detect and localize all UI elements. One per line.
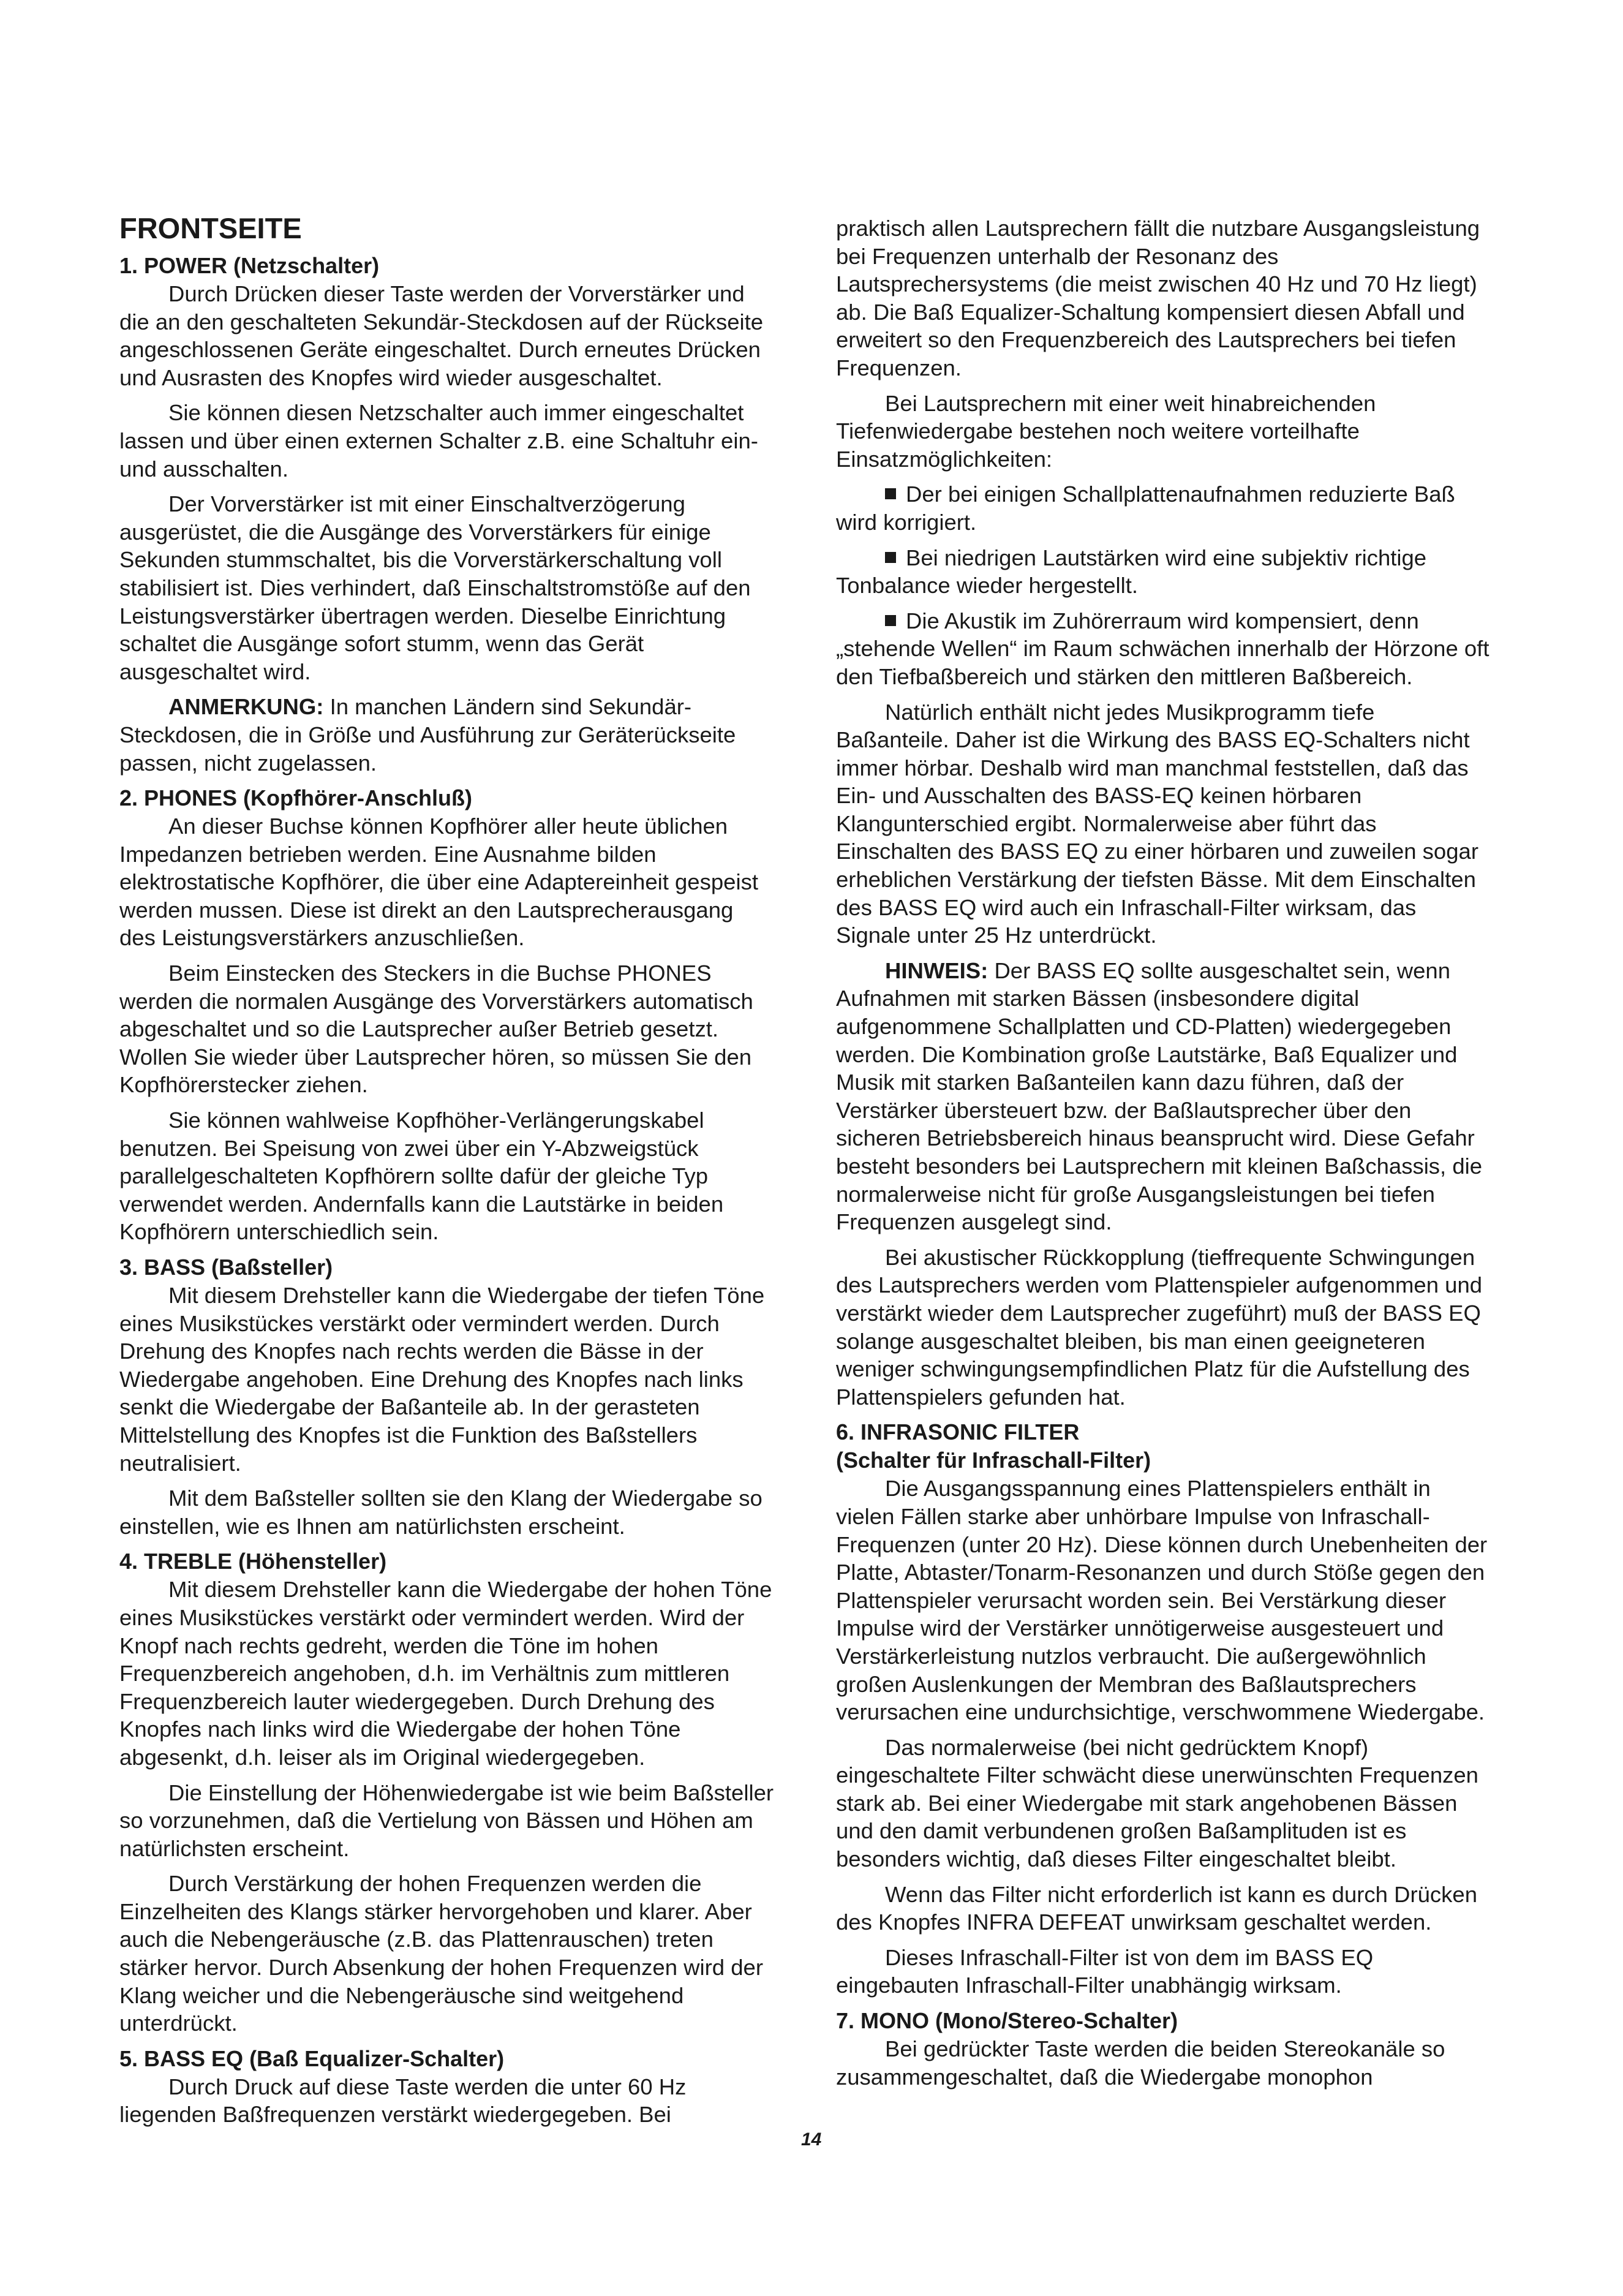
paragraph: praktisch allen Lautsprechern fällt die nutzbare Ausgangsleistung bei Frequenzen unterhalb der Resonanz des Lautsprechersystems (die meist zwischen 40 Hz und 70 Hz liegt) ab. Die Baß Equalizer-Schaltung kompensiert diesen Abfall und erweitert so den Frequenzbereich des Lautsprechers bei tiefen Frequenzen.: [836, 216, 1480, 380]
section-heading-bass-eq: 5. BASS EQ (Baß Equalizer-Schalter): [119, 2045, 505, 2071]
paragraph: Dieses Infraschall-Filter ist von dem im BASS EQ eingebauten Infraschall-Filter unabhängig wirksam.: [836, 1944, 1374, 1998]
paragraph: Das normalerweise (bei nicht gedrücktem Knopf) eingeschaltete Filter schwächt diese unerwünschten Frequenzen stark ab. Bei einer Wiedergabe mit stark angehobenen Bässen und den damit verbundenen großen Baßamplituden ist es besonders wichtig, daß dieses Filter eingeschaltet bleibt.: [836, 1734, 1478, 1872]
paragraph: Bei akustischer Rückkopplung (tieffrequente Schwingungen des Lautsprechers werden vom Plattenspieler aufgenommen und verstärkt wieder dem Lautsprecher zugeführt) muß der BASS EQ solange ausgeschaltet bleiben, bis man einen geeigneteren weniger schwingungsempfindlichen Platz für die Aufstellung des Plattenspielers gefunden hat.: [836, 1244, 1483, 1410]
paragraph: Durch Drücken dieser Taste werden der Vorverstärker und die an den geschalteten Sekundär-Steckdosen auf der Rückseite angeschlossenen Geräte eingeschaltet. Durch erneutes Drücken und Ausrasten des Knopfes wird wieder ausgeschaltet.: [119, 281, 764, 390]
paragraph: Bei Lautsprechern mit einer weit hinabreichenden Tiefenwiedergabe bestehen noch weitere vorteilhafte Einsatzmöglichkeiten:: [836, 390, 1376, 472]
page-title: FRONTSEITE: [119, 212, 302, 244]
section-subheading-infrasonic: (Schalter für Infraschall-Filter): [836, 1448, 1151, 1473]
section-heading-mono: 7. MONO (Mono/Stereo-Schalter): [836, 2008, 1178, 2034]
section-heading-infrasonic: 6. INFRASONIC FILTER: [836, 1419, 1080, 1445]
paragraph: An dieser Buchse können Kopfhörer aller heute üblichen Impedanzen betrieben werden. Eine Ausnahme bilden elektrostatische Kopfhörer, die über eine Adaptereinheit gespeist werden mussen. Diese ist direkt an den Lautsprecherausgang des Leistungsverstärkers anzuschließen.: [119, 814, 758, 951]
paragraph: Sie können diesen Netzschalter auch immer eingeschaltet lassen und über einen externen Schalter z.B. eine Schaltuhr ein- und ausschalten.: [119, 400, 758, 481]
paragraph: Natürlich enthält nicht jedes Musikprogramm tiefe Baßanteile. Daher ist die Wirkung des BASS EQ-Schalters nicht immer hörbar. Deshalb wird man manchmal feststellen, daß das Ein- und Ausschalten des BASS-EQ keinen hörbaren Klangunterschied ergibt. Normalerweise aber führt das Einschalten des BASS EQ zu einer hörbaren und zuweilen sogar erheblichen Verstärkung der tiefsten Bässe. Mit dem Einschalten des BASS EQ wird auch ein Infraschall-Filter wirksam, das Signale unter 25 Hz unterdrückt.: [836, 699, 1478, 948]
bullet-square-icon: [885, 615, 896, 626]
left-column: [119, 211, 775, 2136]
paragraph: Die Einstellung der Höhenwiedergabe ist wie beim Baßsteller so vorzunehmen, daß die Vertielung von Bässen und Höhen am natürlichsten erscheint.: [119, 1780, 774, 1861]
paragraph: Bei gedrückter Taste werden die beiden Stereokanäle so zusammengeschaltet, daß die Wiedergabe monophon: [836, 2036, 1445, 2090]
paragraph: Mit diesem Drehsteller kann die Wiedergabe der tiefen Töne eines Musikstückes verstärkt oder vermindert werden. Durch Drehung des Knopfes nach rechts werden die Bässe in der Wiedergabe angehoben. Eine Drehung des Knopfes nach links senkt die Wiedergabe der Baßanteile ab. In der gerasteten Mittelstellung des Knopfes ist die Funktion des Baßstellers neutralisiert.: [119, 1283, 765, 1476]
paragraph: Der Vorverstärker ist mit einer Einschaltverzögerung ausgerüstet, die die Ausgänge des Vorverstärkers für einige Sekunden stummschaltet, bis die Vorverstärkerschaltung voll stabilisiert ist. Dies verhindert, daß Einschaltstromstöße auf den Leistungsverstärker übertragen werden. Dieselbe Einrichtung schaltet die Ausgänge sofort stumm, wenn das Gerät ausgeschaltet wird.: [119, 491, 751, 684]
paragraph: Die Ausgangsspannung eines Plattenspielers enthält in vielen Fällen starke aber unhörbare Impulse von Infraschall-Frequenzen (unter 20 Hz). Diese können durch Unebenheiten der Platte, Abtaster/Tonarm-Resonanzen und durch Stöße gegen den Plattenspieler verursacht worden sein. Bei Verstärkung dieser Impulse wird der Verstärker unnötigerweise ausgesteuert und Verstärkerleistung nutzlos verbraucht. Die außergewöhnlich großen Auslenkungen der Membran des Baßlautsprechers verursachen eine undurchsichtige, verschwommene Wiedergabe.: [836, 1476, 1488, 1725]
paragraph: Mit dem Baßsteller sollten sie den Klang der Wiedergabe so einstellen, wie es Ihnen am natürlichsten erscheint.: [119, 1486, 763, 1539]
page-number: 14: [801, 2129, 822, 2150]
bullet-item: Der bei einigen Schallplattenaufnahmen reduzierte Baß wird korrigiert.: [836, 481, 1455, 535]
section-heading-power: 1. POWER (Netzschalter): [119, 253, 380, 278]
hint-label: HINWEIS:: [885, 957, 988, 983]
hint-text: Der BASS EQ sollte ausgeschaltet sein, wenn Aufnahmen mit starken Bässen (insbesondere digital aufgenommene Schallplatten und CD-Platten) wiedergegeben werden. Die Kombination große Lautstärke, Baß Equalizer und Musik mit starken Baßanteilen kann dazu führen, daß der Verstärker übersteuert bzw. der Baßlautsprecher über den sicheren Betriebsbereich hinaus beansprucht wird. Diese Gefahr besteht besonders bei Lautsprechern mit kleinen Baßchassis, die normalerweise nicht für große Ausgangsleistungen bei tiefen Frequenzen ausgelegt sind.: [836, 957, 1483, 1235]
bullet-square-icon: [885, 552, 896, 563]
note-paragraph: [119, 693, 775, 777]
paragraph: Beim Einstecken des Steckers in die Buchse PHONES werden die normalen Ausgänge des Vorverstärkers automatisch abgeschaltet und so die Lautsprecher außer Betrieb gesetzt. Wollen Sie wieder über Lautsprecher hören, so müssen Sie den Kopfhörerstecker ziehen.: [119, 961, 753, 1098]
section-heading-treble: 4. TREBLE (Höhensteller): [119, 1549, 387, 1574]
hint-paragraph: [836, 957, 1491, 1236]
section-heading-bass: 3. BASS (Baßsteller): [119, 1255, 333, 1280]
bullet-item: Die Akustik im Zuhörerraum wird kompensiert, denn „stehende Wellen“ im Raum schwächen innerhalb der Hörzone oft den Tiefbaßbereich und stärken den mittleren Baßbereich.: [836, 608, 1489, 689]
note-label: ANMERKUNG:: [168, 694, 324, 720]
paragraph: Durch Verstärkung der hohen Frequenzen werden die Einzelheiten des Klangs stärker hervorgehoben und klarer. Aber auch die Nebengeräusche (z.B. das Plattenrauschen) treten stärker hervor. Durch Absenkung der hohen Frequenzen wird der Klang weicher und die Nebengeräusche sind weitgehend unterdrückt.: [119, 1871, 763, 2036]
paragraph: Durch Druck auf diese Taste werden die unter 60 Hz liegenden Baßfrequenzen verstärkt wiedergegeben. Bei: [119, 2074, 687, 2128]
right-column: [836, 214, 1491, 2098]
bullet-item: Bei niedrigen Lautstärken wird eine subjektiv richtige Tonbalance wieder hergestellt.: [836, 545, 1427, 599]
note-text: In manchen Ländern sind Sekundär-Steckdosen, die in Größe und Ausführung zur Geräterückseite passen, nicht zugelassen.: [119, 694, 736, 776]
paragraph: Sie können wahlweise Kopfhöher-Verlängerungskabel benutzen. Bei Speisung von zwei über ein Y-Abzweigstück parallelgeschalteten Kopfhörern sollte dafür der gleiche Typ verwendet werden. Andernfalls kann die Lautstärke in beiden Kopfhörern unterschiedlich sein.: [119, 1108, 724, 1245]
paragraph: Wenn das Filter nicht erforderlich ist kann es durch Drücken des Knopfes INFRA DEFEAT unwirksam geschaltet werden.: [836, 1881, 1478, 1935]
bullet-square-icon: [885, 488, 896, 499]
paragraph: Mit diesem Drehsteller kann die Wiedergabe der hohen Töne eines Musikstückes verstärkt oder vermindert werden. Wird der Knopf nach rechts gedreht, werden die Töne im hohen Frequenzbereich angehoben, d.h. im Verhältnis zum mittleren Frequenzbereich lauter wiedergegeben. Durch Drehung des Knopfes nach links wird die Wiedergabe der hohen Töne abgesenkt, d.h. leiser als im Original wiedergegeben.: [119, 1577, 772, 1770]
section-heading-phones: 2. PHONES (Kopfhörer-Anschluß): [119, 785, 473, 811]
